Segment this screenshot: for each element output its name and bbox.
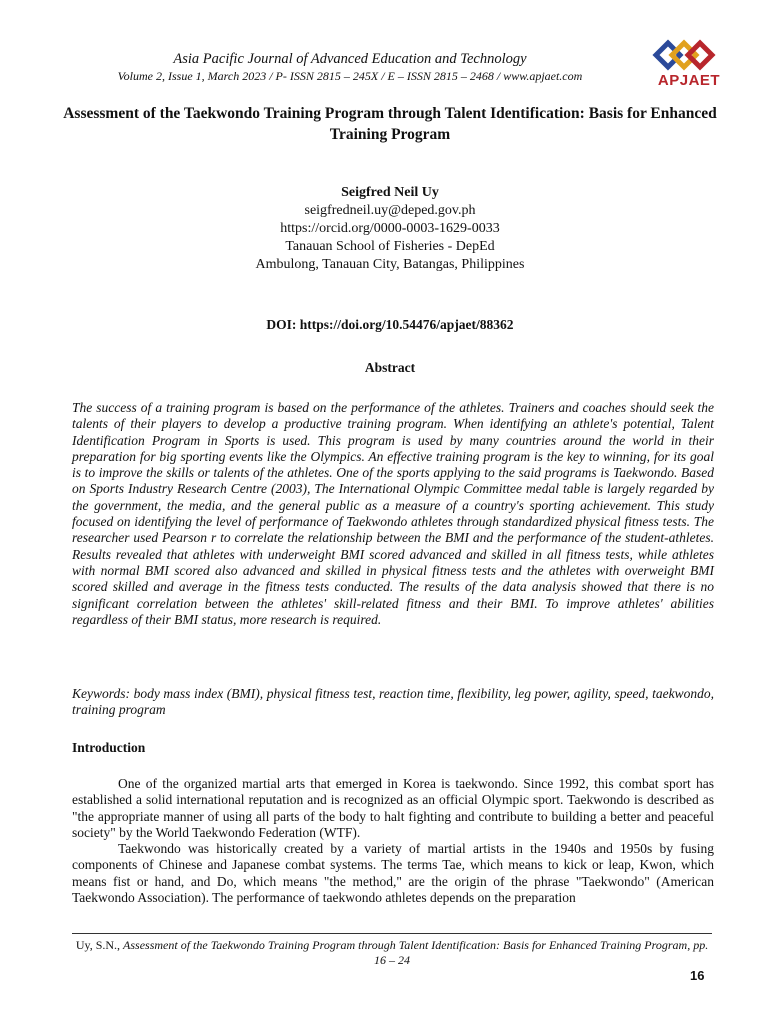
logo-text: APJAET	[657, 72, 721, 89]
author-address: Ambulong, Tanauan City, Batangas, Philippines	[255, 257, 525, 272]
abstract-heading: Abstract	[364, 360, 416, 375]
introduction-heading: Introduction	[72, 740, 146, 755]
page-number: 16	[690, 968, 705, 983]
paper-title: Assessment of the Taekwondo Training Program through Talent Identification: Basis for Enhanced Training Program	[63, 105, 717, 143]
doi-line: DOI: https://doi.org/10.54476/apjaet/88362	[266, 317, 514, 332]
author-name: Seigfred Neil Uy	[341, 185, 439, 200]
author-block	[180, 184, 600, 274]
footer-rule	[72, 933, 712, 934]
journal-header	[70, 50, 630, 84]
keywords: Keywords: body mass index (BMI), physical fitness test, reaction time, flexibility, leg power, agility, speed, taekwondo, training program	[72, 686, 714, 718]
intro-paragraph-2: Taekwondo was historically created by a variety of martial artists in the 1940s and 1950s by fusing components of Chinese and Japanese combat systems. The terms Tae, which means to kick or leap, Kwon, which means fist or hand, and Do, which means "the method," are the origin of the phrase "Taekwondo" (American Taekwondo Association). The performance of taekwondo athletes depends on the preparation	[72, 841, 714, 906]
author-affiliation: Tanauan School of Fisheries - DepEd	[285, 239, 495, 254]
footer-citation	[72, 938, 712, 968]
logo-diamond-red	[688, 43, 712, 67]
introduction-body	[72, 776, 714, 906]
abstract-text: The success of a training program is based on the performance of the athletes. Trainers and coaches should seek the talents of their players to develop a productive training program. When identifying an athlete's potential, Talent Identification Program in Sports is used. This program is used by many countries around the world in their preparation for big sporting events like the Olympics. An effective training program is the key to winning, for its goal is to improve the skills or talents of the athletes. One of the sports applying to the said programs is Taekwondo. Based on Sports Industry Research Centre (2003), The International Olympic Committee medal table is largely regarded by the government, the media, and the general public as a measure of a country's sporting achievement. This study focused on identifying the level of performance of Taekwondo athletes through standardized physical fitness tests. The researcher used Pearson r to correlate the relationship between the BMI and the performance of the student-athletes. Results revealed that athletes with underweight BMI scored advanced and skilled in all fitness tests, while athletes with normal BMI scored also advanced and skilled in physical fitness tests and the athletes with overweight BMI scored skilled and average in the fitness tests conducted. The results of the data analysis showed that there is no significant correlation between the athletes' skill-related fitness and their BMI. To improve athletes' abilities regardless of their BMI status, more research is required.	[72, 400, 714, 627]
footer-pages: , pp. 16 – 24	[374, 938, 709, 967]
author-orcid: https://orcid.org/0000-0003-1629-0033	[280, 221, 500, 236]
logo-diamond-gold	[672, 43, 696, 67]
footer-article-title: Assessment of the Taekwondo Training Program through Talent Identification: Basis for Enhanced Training Program	[123, 938, 688, 952]
intro-paragraph-1: One of the organized martial arts that emerged in Korea is taekwondo. Since 1992, this combat sport has established a solid international reputation and is recognized as an official Olympic sport. Taekwondo is described as "the appropriate manner of using all parts of the body to halt fighting and contribute to building a better and peaceful society" by the World Taekwondo Federation (WTF).	[72, 776, 714, 840]
volume-line: Volume 2, Issue 1, March 2023 / P- ISSN 2815 – 245X / E – ISSN 2815 – 2468 / www.apjaet.com	[117, 69, 583, 83]
author-email: seigfredneil.uy@deped.gov.ph	[304, 203, 476, 218]
journal-name: Asia Pacific Journal of Advanced Education and Technology	[173, 51, 527, 67]
footer-authors: Uy, S.N.,	[75, 938, 124, 952]
logo-diamond-blue	[656, 43, 680, 67]
